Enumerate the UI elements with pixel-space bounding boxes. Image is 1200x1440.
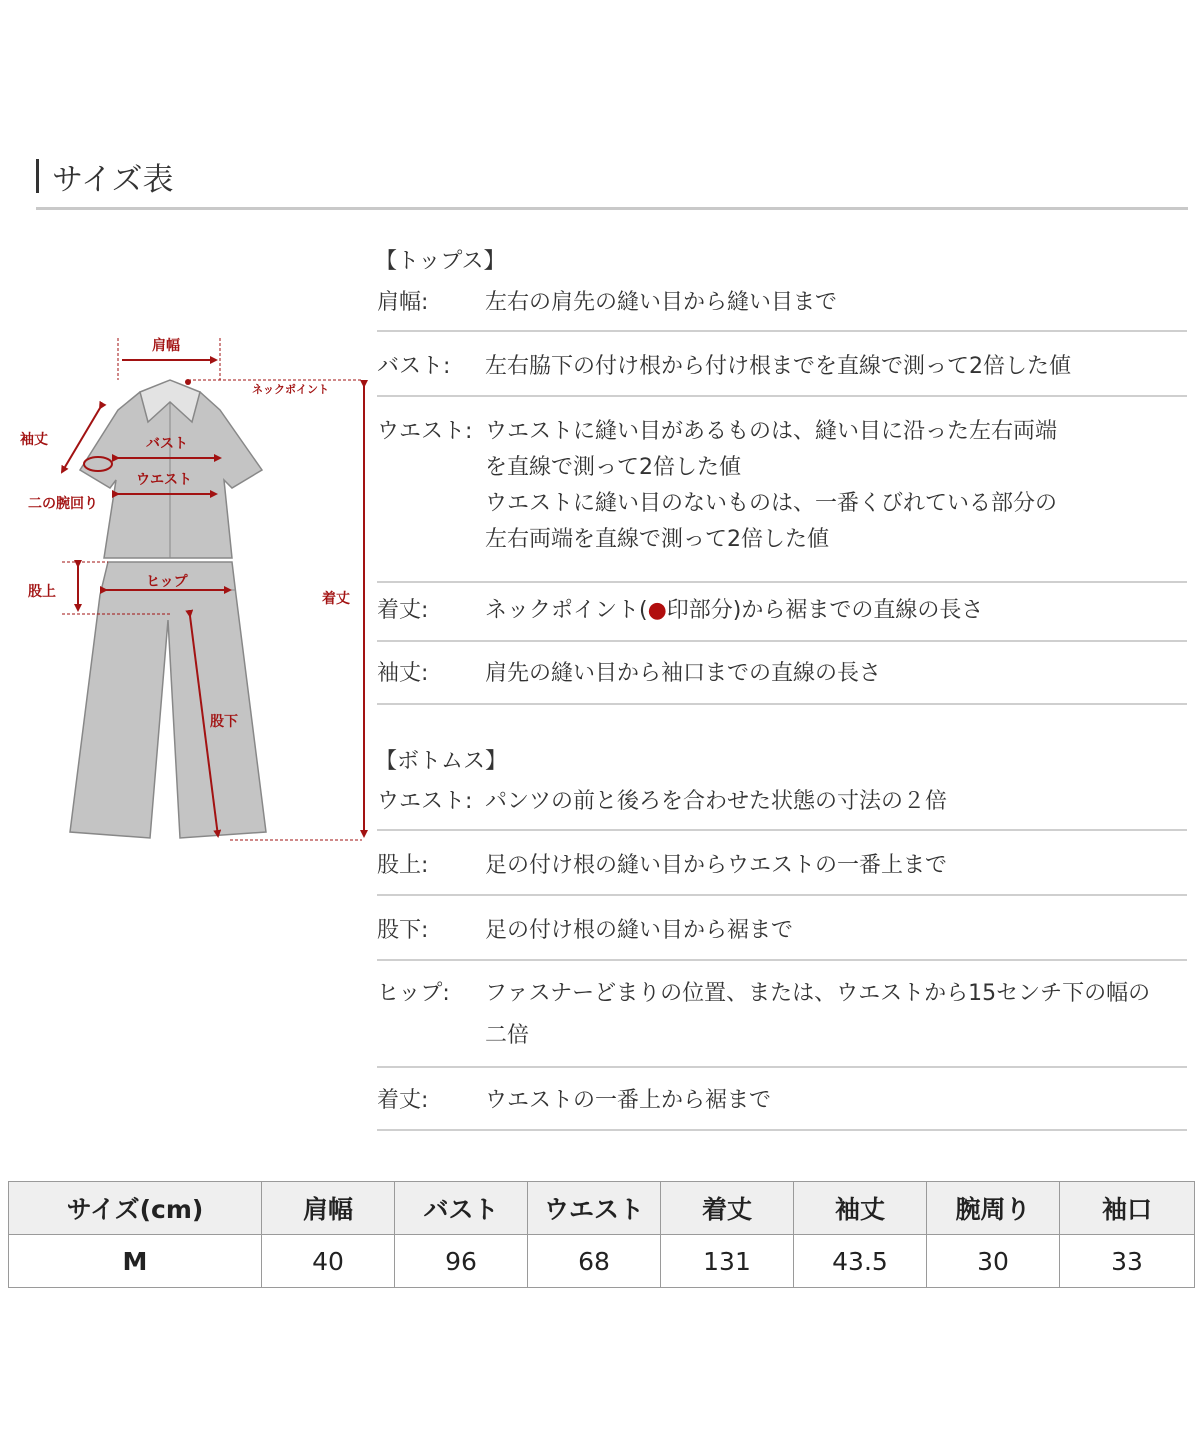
cell-size: M [9, 1235, 262, 1288]
term: バスト: [377, 354, 451, 379]
label-length: 着丈 [322, 591, 350, 607]
desc-line: 左右両端を直線で測って2倍した値 [485, 527, 829, 552]
size-table [8, 1181, 1195, 1288]
label-bust: バスト [146, 436, 188, 452]
header-cell-shoulder: 肩幅 [262, 1182, 395, 1235]
description [485, 784, 1187, 820]
header-cell-bust: バスト [395, 1182, 528, 1235]
tops-row-shoulder [377, 285, 1187, 321]
description [485, 1083, 1187, 1119]
cell-arm: 30 [927, 1235, 1060, 1288]
cell-waist: 68 [528, 1235, 661, 1288]
bottoms-row-rise [377, 848, 1187, 884]
label-neck-point: ネックポイント [252, 383, 329, 396]
tops-row-length [377, 593, 1187, 629]
divider [377, 829, 1187, 831]
header-cell-waist: ウエスト [528, 1182, 661, 1235]
desc-line: ウエストに縫い目があるものは、縫い目に沿った左右両端 [485, 419, 1058, 444]
divider [377, 581, 1187, 583]
term: 股上: [377, 853, 429, 878]
header-cell-cuff: 袖口 [1060, 1182, 1195, 1235]
label-sleeve-length: 袖丈 [20, 432, 48, 448]
garment-illustration [0, 320, 370, 850]
bottoms-row-waist [377, 784, 1187, 820]
desc-line: を直線で測って2倍した値 [485, 455, 741, 480]
pants-shape [70, 562, 266, 838]
term: ウエスト: [377, 789, 473, 814]
desc-line: ウエストの一番上から裾まで [485, 1088, 772, 1113]
cell-length: 131 [661, 1235, 794, 1288]
table-row [9, 1235, 1195, 1288]
cell-shoulder: 40 [262, 1235, 395, 1288]
bottoms-row-hip [377, 973, 1187, 1053]
desc-line: 二倍 [485, 1023, 530, 1048]
header-cell-length: 着丈 [661, 1182, 794, 1235]
neck-point-dot-icon: ● [647, 598, 667, 623]
bottoms-row-inseam [377, 913, 1187, 949]
term: 袖丈: [377, 661, 429, 686]
description [485, 349, 1187, 385]
divider [377, 640, 1187, 642]
title-divider [36, 207, 1188, 210]
divider [377, 894, 1187, 896]
desc-line: ウエストに縫い目のないものは、一番くびれている部分の [485, 491, 1058, 516]
label-upper-arm: 二の腕回り [28, 496, 98, 512]
label-inseam: 股下 [210, 714, 238, 730]
description [485, 414, 1187, 558]
label-waist: ウエスト [136, 472, 192, 488]
desc-line: パンツの前と後ろを合わせた状態の寸法の２倍 [485, 789, 948, 814]
divider [377, 1066, 1187, 1068]
description [485, 656, 1187, 692]
desc-line: ファスナーどまりの位置、または、ウエストから15センチ下の幅の [485, 981, 1151, 1006]
label-shoulder: 肩幅 [152, 338, 180, 354]
desc-post: 印部分)から裾までの直線の長さ [666, 598, 984, 623]
description [485, 973, 1187, 1057]
tops-row-bust [377, 349, 1187, 385]
term: ヒップ: [377, 981, 450, 1006]
cell-cuff: 33 [1060, 1235, 1195, 1288]
description [485, 848, 1187, 884]
tops-row-waist [377, 414, 1187, 564]
measurement-figure [0, 320, 370, 850]
table-header-row [9, 1182, 1195, 1235]
description [485, 913, 1187, 949]
desc-line: 足の付け根の縫い目から裾まで [485, 918, 794, 943]
description [485, 593, 1187, 629]
term: ウエスト: [377, 419, 473, 444]
header-cell-sleeve: 袖丈 [794, 1182, 927, 1235]
page-title: サイズ表 [52, 162, 174, 198]
desc-line: 左右脇下の付け根から付け根までを直線で測って2倍した値 [485, 354, 1071, 379]
term: 着丈: [377, 598, 429, 623]
desc-line: 足の付け根の縫い目からウエストの一番上まで [485, 853, 948, 878]
term: 肩幅: [377, 290, 429, 315]
divider [377, 330, 1187, 332]
tops-heading: 【トップス】 [375, 249, 506, 274]
desc-pre: ネックポイント( [485, 598, 648, 623]
label-hip: ヒップ [146, 574, 188, 590]
divider [377, 1129, 1187, 1131]
divider [377, 959, 1187, 961]
header-cell-arm: 腕周り [927, 1182, 1060, 1235]
cell-sleeve: 43.5 [794, 1235, 927, 1288]
divider [377, 703, 1187, 705]
term: 着丈: [377, 1088, 429, 1113]
desc-line [485, 593, 1187, 629]
label-rise: 股上 [28, 584, 56, 600]
desc-line: 肩先の縫い目から袖口までの直線の長さ [485, 661, 882, 686]
term: 股下: [377, 918, 429, 943]
desc-line: 左右の肩先の縫い目から縫い目まで [485, 290, 838, 315]
tops-row-sleeve [377, 656, 1187, 692]
cell-bust: 96 [395, 1235, 528, 1288]
header-cell-size: サイズ(cm) [9, 1182, 262, 1235]
bottoms-heading: 【ボトムス】 [375, 749, 508, 774]
description [485, 285, 1187, 321]
title-bar [36, 159, 39, 193]
divider [377, 395, 1187, 397]
bottoms-row-length [377, 1083, 1187, 1119]
